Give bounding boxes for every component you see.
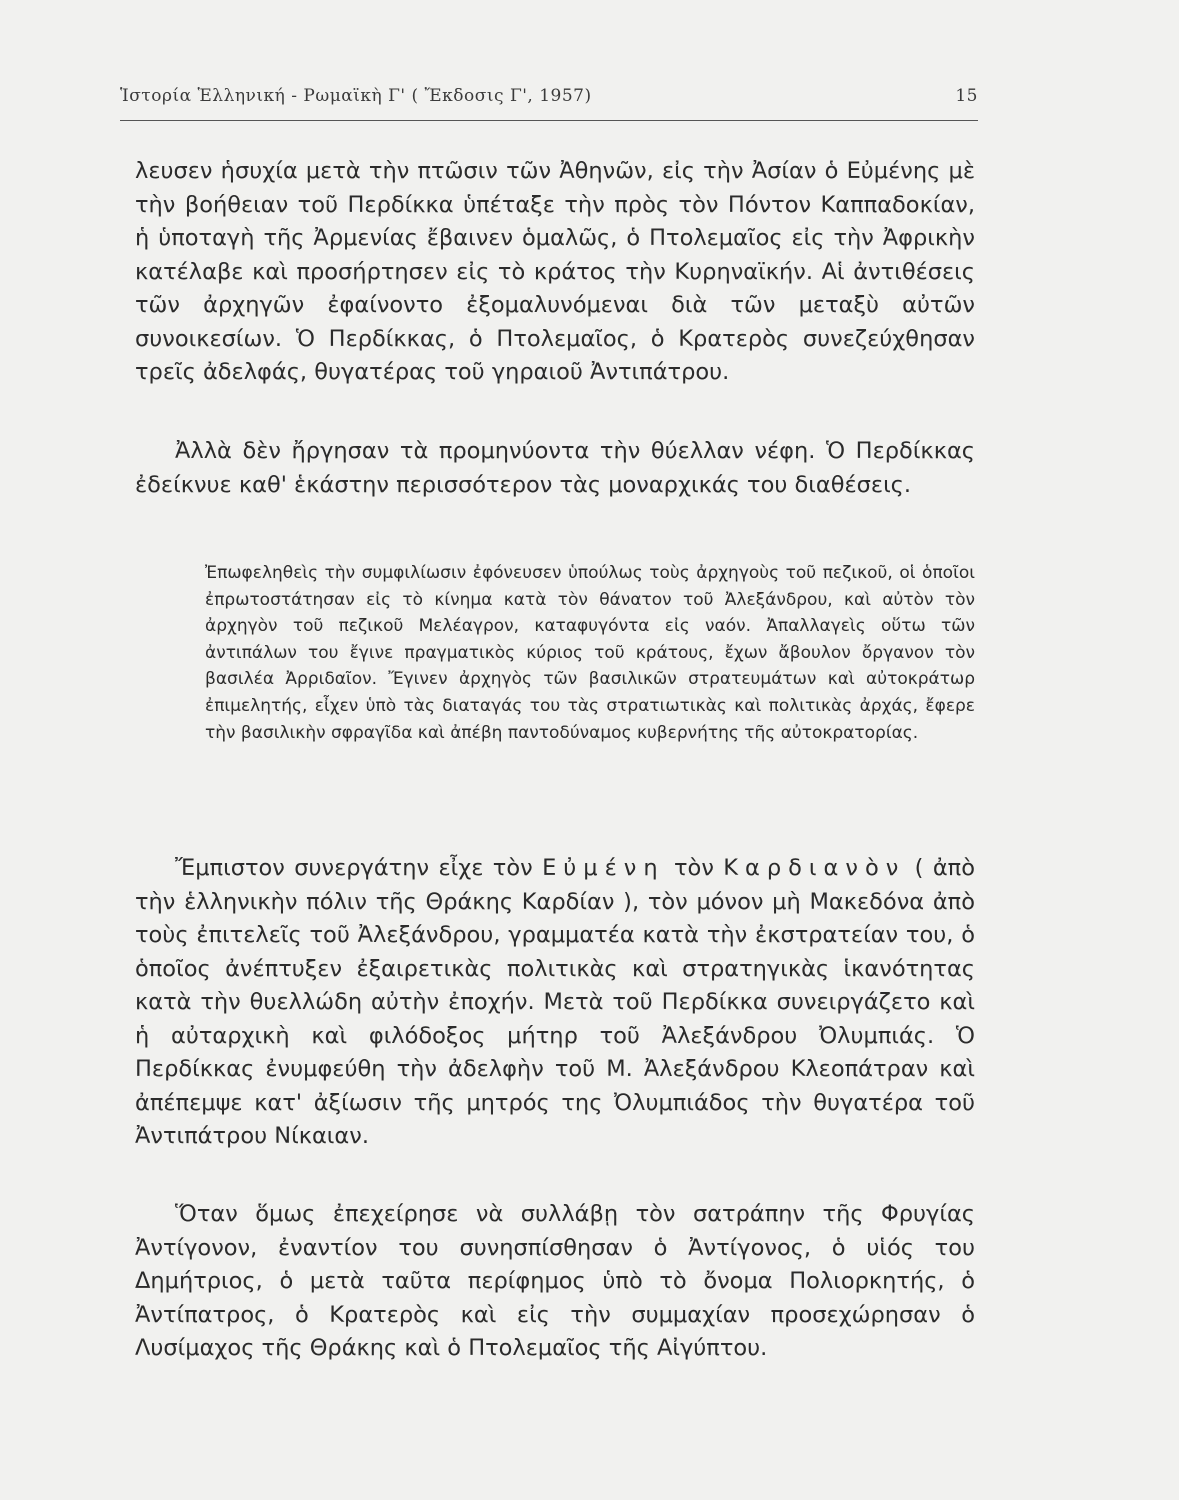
spaced-name-kardianon: Καρδιανὸν	[723, 855, 906, 881]
footnote-block: Ἐπωφεληθεὶς τὴν συμφιλίωσιν ἐφόνευσεν ὑπούλως τοὺς ἀρχηγοὺς τοῦ πεζικοῦ, οἱ ὁποῖοι ἐπρωτοστάτησαν εἰς τὸ κίνημα κατὰ τὸν θάνατον τοῦ Ἀλεξάνδρου, καὶ αὐτὸν τὸν ἀρχηγὸν τοῦ πεζικοῦ Μελέαγρον, καταφυγόντα εἰς ναόν. Ἀπαλλαγεὶς οὕτω τῶν ἀντιπάλων του ἔγινε πραγματικὸς κύριος τοῦ κράτους, ἔχων ἄβουλον ὄργανον τὸν βασιλέα Ἀρριδαῖον. Ἔγινεν ἀρχηγὸς τῶν βασιλικῶν στρατευμάτων καὶ αὐτοκράτωρ ἐπιμελητής, εἶχεν ὑπὸ τὰς διαταγάς του τὰς στρατιωτικὰς καὶ πολιτικὰς ἀρχάς, ἔφερε τὴν βασιλικὴν σφραγῖδα καὶ ἀπέβη παντοδύναμος κυβερνήτης τῆς αὐτοκρατορίας.	[205, 563, 975, 743]
running-header	[120, 86, 978, 106]
paragraph-4: Ὅταν ὅμως ἐπεχείρησε νὰ συλλάβῃ τὸν σατράπην τῆς Φρυγίας Ἀντίγονον, ἐναντίον του συνησπίσθησαν ὁ Ἀντίγονος, ὁ υἱός του Δημήτριος, ὁ μετὰ ταῦτα περίφημος ὑπὸ τὸ ὄνομα Πολιορκητής, ὁ Ἀντίπατρος, ὁ Κρατερὸς καὶ εἰς τὴν συμμαχίαν προσεχώρησαν ὁ Λυσίμαχος τῆς Θράκης καὶ ὁ Πτολεμαῖος τῆς Αἰγύπτου.	[135, 1201, 975, 1361]
p3-rest: ( ἀπὸ τὴν ἑλληνικὴν πόλιν τῆς Θράκης Καρδίαν ), τὸν μόνον μὴ Μακεδόνα ἀπὸ τοὺς ἐπιτελεῖς τοῦ Ἀλεξάνδρου, γραμματέα κατὰ τὴν ἐκστρατείαν του, ὁ ὁποῖος ἀνέπτυξεν ἐξαιρετικὰς πολιτικὰς καὶ στρατηγικὰς ἱκανότητας κατὰ τὴν θυελλώδη αὐτὴν ἐποχήν. Μετὰ τοῦ Περδίκκα συνειργάζετο καὶ ἡ αὐταρχικὴ καὶ φιλόδοξος μήτηρ τοῦ Ἀλεξάνδρου Ὀλυμπιάς. Ὁ Περδίκκας ἐνυμφεύθη τὴν ἀδελφὴν τοῦ Μ. Ἀλεξάνδρου Κλεοπάτραν καὶ ἀπέπεμψε κατ' ἀξίωσιν τῆς μητρός της Ὀλυμπιάδος τὴν θυγατέρα τοῦ Ἀντιπάτρου Νίκαιαν.	[135, 855, 975, 1149]
p3-lead: Ἔμπιστον συνεργάτην εἶχε τὸν	[175, 855, 543, 881]
header-rule	[120, 120, 978, 121]
p3-mid: τὸν	[664, 855, 724, 881]
running-title: Ἱστορία Ἑλληνική - Ρωμαϊκὴ Γ' ( Ἔκδοσις Γ', 1957)	[120, 86, 592, 106]
page-number: 15	[955, 86, 978, 106]
paragraph-1: λευσεν ἡσυχία μετὰ τὴν πτῶσιν τῶν Ἀθηνῶν, εἰς τὴν Ἀσίαν ὁ Εὐμένης μὲ τὴν βοήθειαν τοῦ Περδίκκα ὑπέταξε τὴν πρὸς τὸν Πόντον Καππαδοκίαν, ἡ ὑποταγὴ τῆς Ἀρμενίας ἔβαινεν ὁμαλῶς, ὁ Πτολεμαῖος εἰς τὴν Ἀφρικὴν κατέλαβε καὶ προσήρτησεν εἰς τὸ κράτος τὴν Κυρηναϊκήν. Αἱ ἀντιθέσεις τῶν ἀρχηγῶν ἐφαίνοντο ἐξομαλυνόμεναι διὰ τῶν μεταξὺ αὐτῶν συνοικεσίων. Ὁ Περδίκκας, ὁ Πτολεμαῖος, ὁ Κρατερὸς συνεζεύχθησαν τρεῖς ἀδελφάς, θυγατέρας τοῦ γηραιοῦ Ἀντιπάτρου.	[135, 158, 975, 385]
spaced-name-eumenes: Εὐμένη	[542, 855, 665, 881]
paragraph-3	[135, 852, 975, 1154]
paragraph-2: Ἀλλὰ δὲν ἤργησαν τὰ προμηνύοντα τὴν θύελλαν νέφη. Ὁ Περδίκκας ἐδείκνυε καθ' ἑκάστην περισσότερον τὰς μοναρχικάς του διαθέσεις.	[135, 438, 975, 498]
